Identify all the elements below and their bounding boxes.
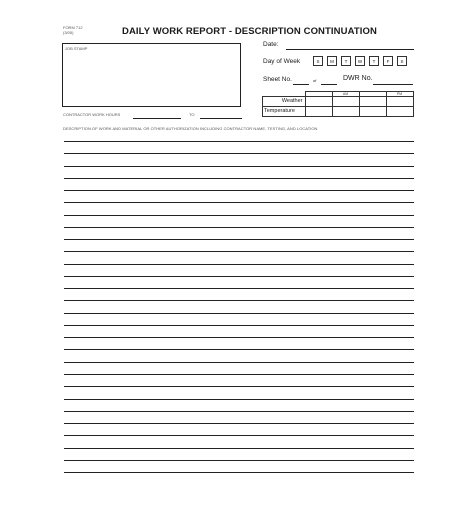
- description-line[interactable]: [64, 435, 414, 436]
- description-line[interactable]: [64, 178, 414, 179]
- sheet-no-label: Sheet No.: [263, 76, 292, 83]
- description-line[interactable]: [64, 227, 414, 228]
- of-label: of: [313, 78, 317, 83]
- temperature-am-2-cell[interactable]: [332, 107, 359, 117]
- temperature-pm-2-cell[interactable]: [386, 107, 413, 117]
- dwr-no-label: DWR No.: [343, 75, 373, 82]
- description-line[interactable]: [64, 153, 414, 154]
- description-line[interactable]: [64, 399, 414, 400]
- description-line[interactable]: [64, 288, 414, 289]
- day-box-monday[interactable]: M: [327, 56, 337, 66]
- weather-am-1-cell[interactable]: [305, 97, 332, 107]
- description-line[interactable]: [64, 460, 414, 461]
- date-label: Date:: [263, 41, 279, 48]
- day-box-saturday[interactable]: S: [397, 56, 407, 66]
- description-line[interactable]: [64, 423, 414, 424]
- weather-pm-2-cell[interactable]: [386, 97, 413, 107]
- day-box-thursday[interactable]: T: [369, 56, 379, 66]
- description-line[interactable]: [64, 264, 414, 265]
- hours-to-label: TO: [189, 112, 195, 117]
- description-line[interactable]: [64, 202, 414, 203]
- day-box-tuesday[interactable]: T: [341, 56, 351, 66]
- description-line[interactable]: [64, 141, 414, 142]
- description-line[interactable]: [64, 190, 414, 191]
- description-line[interactable]: [64, 337, 414, 338]
- description-line[interactable]: [64, 386, 414, 387]
- am-label: AM: [332, 92, 359, 97]
- description-line[interactable]: [64, 300, 414, 301]
- description-line[interactable]: [64, 276, 414, 277]
- description-instructions: DESCRIPTION OF WORK AND MATERIAL OR OTHER AUTHORIZATION INCLUDING CONTRACTOR NAME, TESTING, AND LOCATION: [63, 126, 318, 131]
- day-box-friday[interactable]: F: [383, 56, 393, 66]
- page-title: DAILY WORK REPORT - DESCRIPTION CONTINUATION: [122, 26, 377, 37]
- sheet-no-field[interactable]: [293, 84, 309, 85]
- day-box-sunday[interactable]: S: [313, 56, 323, 66]
- temperature-label: Temperature: [263, 107, 306, 117]
- form-code-line2: (3/05): [63, 30, 74, 35]
- pm-label: PM: [386, 92, 413, 97]
- description-line[interactable]: [64, 325, 414, 326]
- description-line[interactable]: [64, 374, 414, 375]
- job-stamp-label: JOB STAMP: [65, 46, 88, 51]
- dwr-no-field[interactable]: [373, 84, 413, 85]
- temperature-pm-1-cell[interactable]: [359, 107, 386, 117]
- description-line[interactable]: [64, 239, 414, 240]
- description-line[interactable]: [64, 166, 414, 167]
- date-field[interactable]: [286, 49, 414, 50]
- form-code: [63, 25, 83, 35]
- weather-table: [262, 91, 414, 117]
- weather-label: Weather: [263, 97, 306, 107]
- weather-am-2-cell[interactable]: [332, 97, 359, 107]
- description-line[interactable]: [64, 215, 414, 216]
- contractor-hours-label: CONTRACTOR WORK HOURS: [63, 112, 121, 117]
- description-line[interactable]: [64, 472, 414, 473]
- hours-to-field[interactable]: [200, 118, 242, 119]
- weather-pm-1-cell[interactable]: [359, 97, 386, 107]
- description-line[interactable]: [64, 349, 414, 350]
- description-line[interactable]: [64, 411, 414, 412]
- description-line[interactable]: [64, 313, 414, 314]
- description-line[interactable]: [64, 251, 414, 252]
- description-line[interactable]: [64, 362, 414, 363]
- sheet-total-field[interactable]: [321, 84, 337, 85]
- day-of-week-label: Day of Week: [263, 58, 301, 65]
- hours-from-field[interactable]: [133, 118, 181, 119]
- temperature-am-1-cell[interactable]: [305, 107, 332, 117]
- job-stamp-box[interactable]: [62, 43, 241, 107]
- description-line[interactable]: [64, 448, 414, 449]
- form-code-line1: FORM 712: [63, 25, 83, 30]
- day-box-wednesday[interactable]: W: [355, 56, 365, 66]
